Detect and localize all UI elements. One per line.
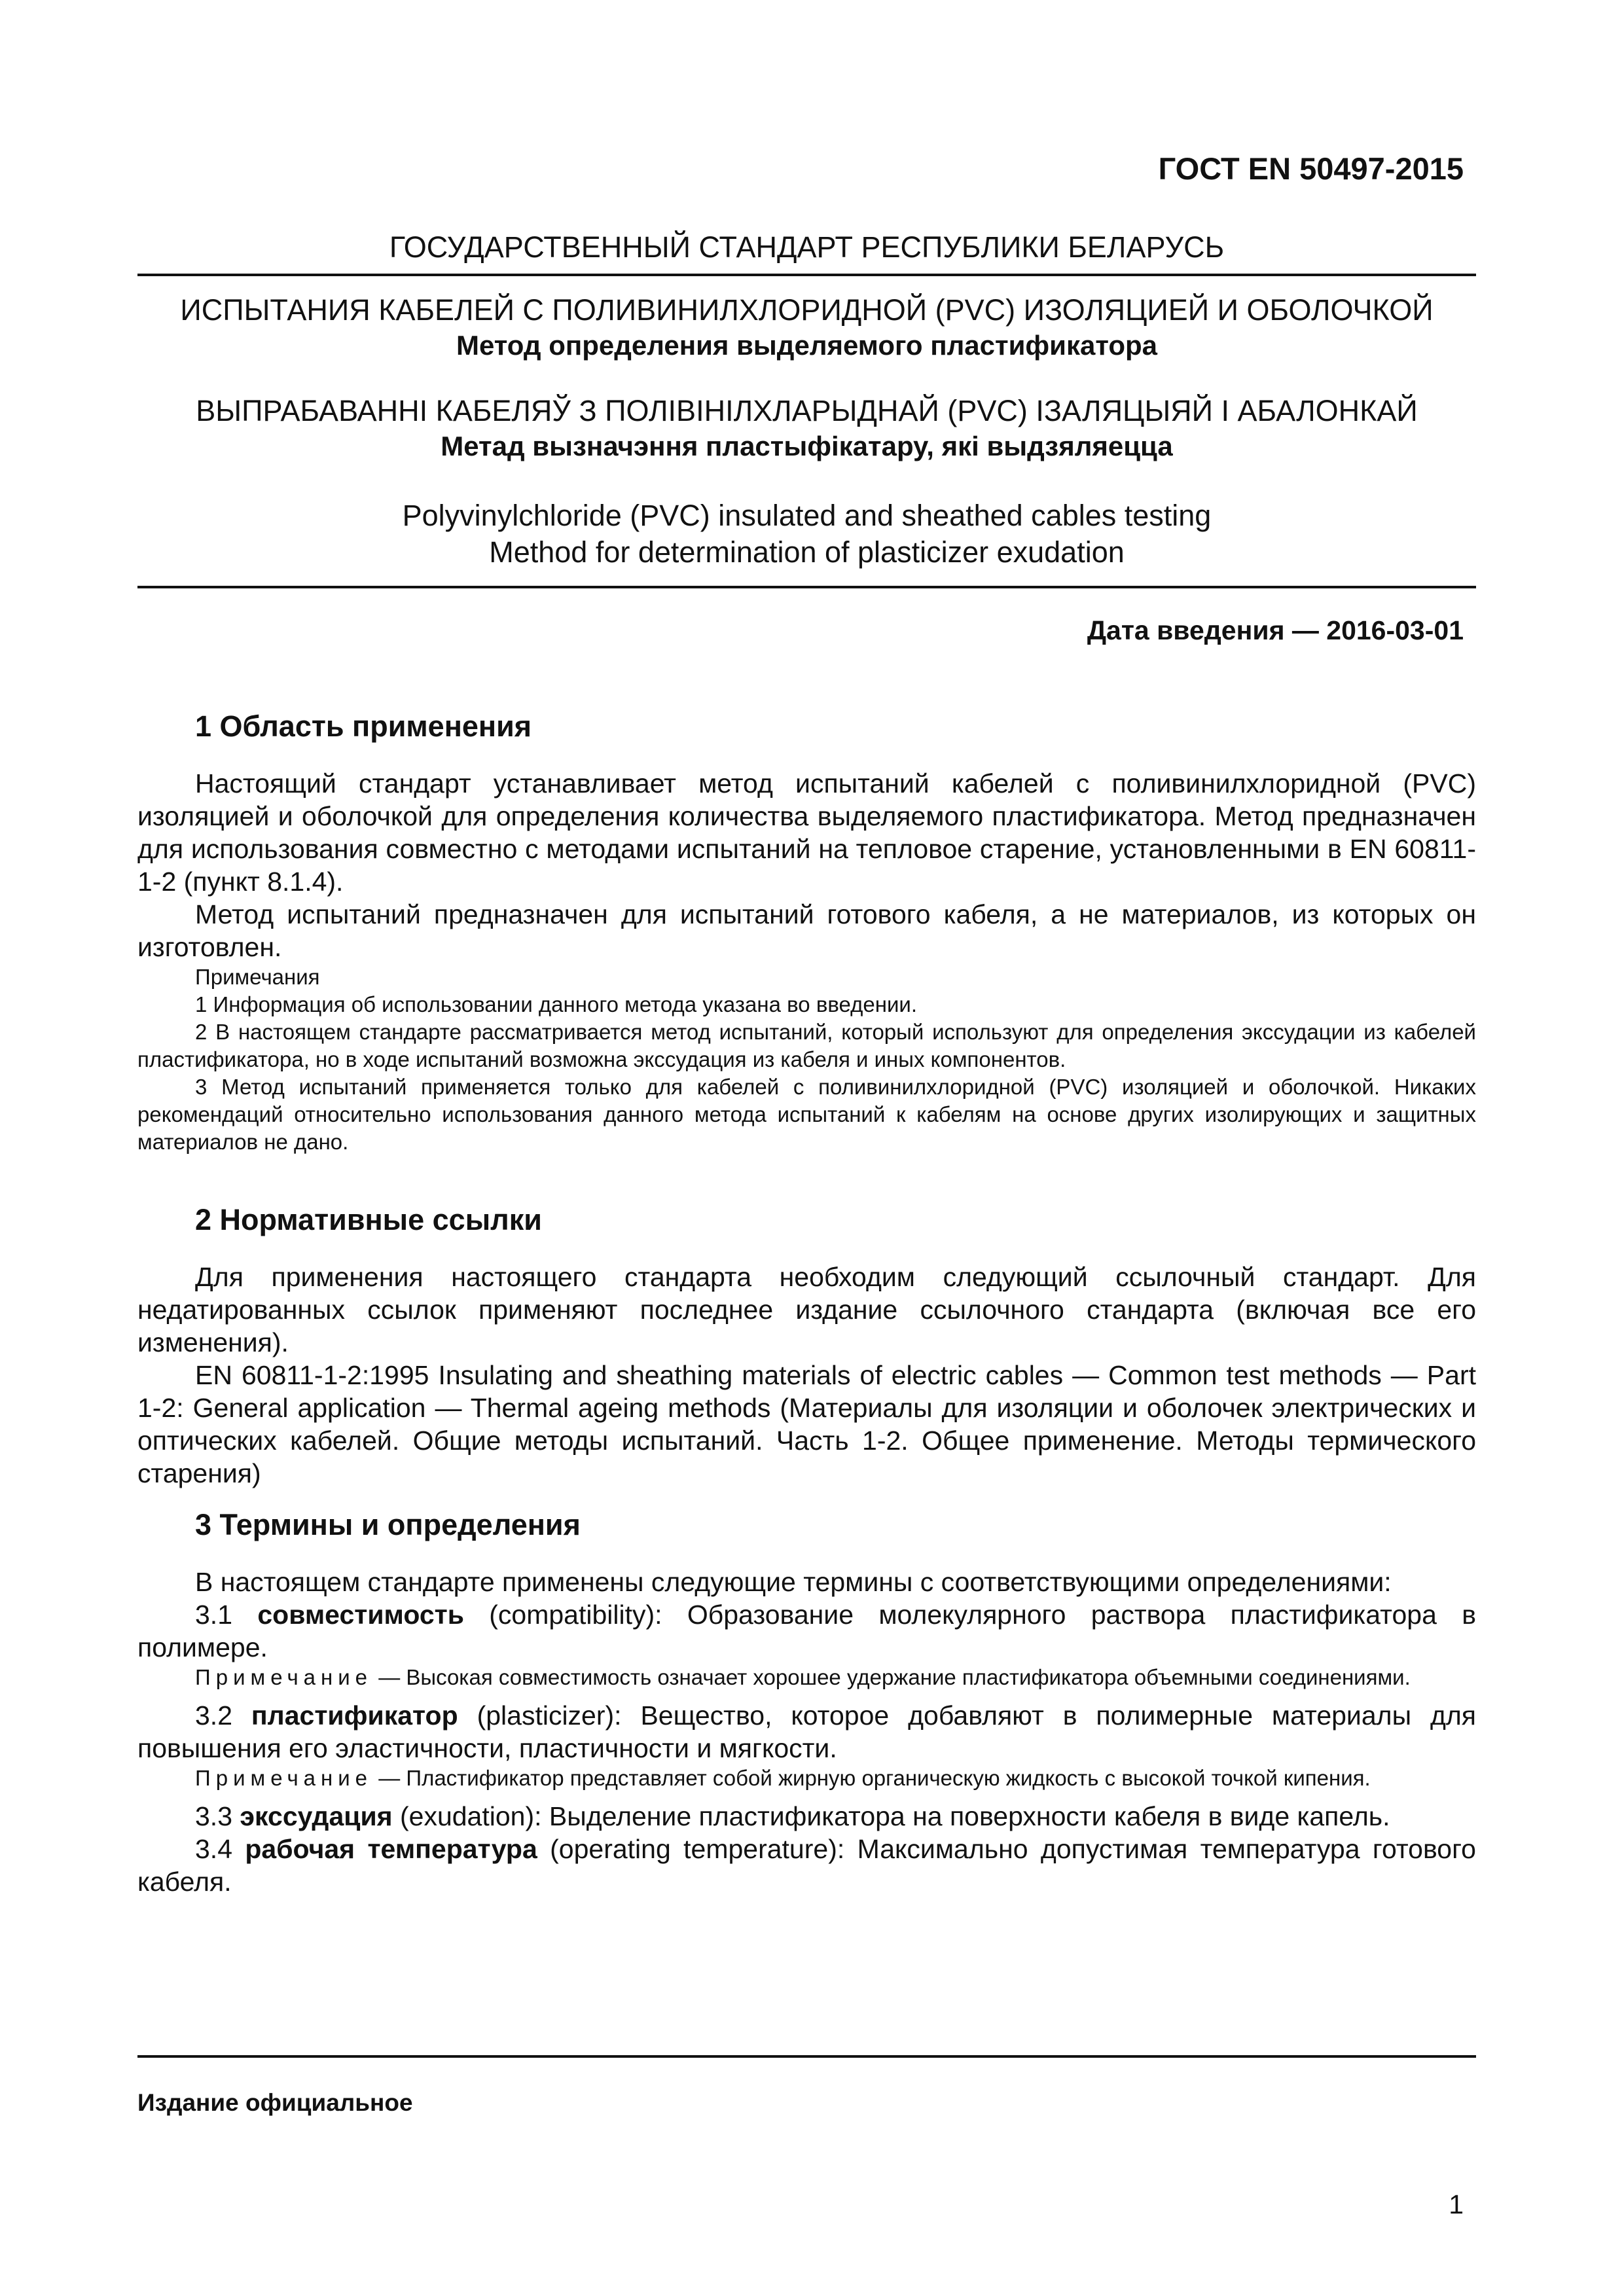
term: экссудация [240,1801,393,1831]
section-scope [137,708,1476,1156]
term-number: 3.2 [195,1700,232,1731]
term-definition [137,1833,1476,1898]
title-belarusian [137,393,1476,463]
title-belarusian-main: ВЫПРАБАВАННІ КАБЕЛЯЎ З ПОЛІВІНІЛХЛАРЫДНАЙ (PVC) ІЗАЛЯЦЫЯЙ І АБАЛОНКАЙ [196,394,1418,427]
note: 1 Информация об использовании данного метода указана во введении. [195,992,918,1016]
term-text: (compatibility): Образование молекулярного раствора пластификатора в полимере. [137,1600,1476,1662]
term-note [137,1765,1476,1792]
paragraph: В настоящем стандарте применены следующие термины с соответствующими определениями: [195,1567,1392,1597]
document-code: ГОСТ EN 50497-2015 [1158,151,1464,186]
paragraph: EN 60811-1-2:1995 Insulating and sheathing materials of electric cables — Common test methods — Part 1-2: General application — Thermal ageing methods (Материалы для изоляции и оболочек электрических и оптических кабелей. Общие методы испытаний. Часть 1-2. Общее применение. Методы термического старения) [137,1360,1476,1488]
official-edition-label: Издание официальное [137,2089,413,2116]
paragraph: Для применения настоящего стандарта необходим следующий ссылочный стандарт. Для недатированных ссылок применяют последнее издание ссылочного стандарта (включая все его изменения). [137,1262,1476,1357]
term-text: (plasticizer): Вещество, которое добавляют в полимерные материалы для повышения его эластичности, пластичности и мягкости. [137,1700,1476,1763]
term-note [137,1664,1476,1691]
title-divider [137,586,1476,588]
footer-divider [137,2055,1476,2058]
term-definition [137,1598,1476,1664]
title-russian [137,292,1476,363]
note-text: — Пластификатор представляет собой жирную органическую жидкость с высокой точкой кипения. [378,1766,1371,1790]
term: пластификатор [251,1700,458,1731]
header-divider [137,274,1476,276]
section-heading: 1 Область применения [195,709,532,743]
state-standard-title: ГОСУДАРСТВЕННЫЙ СТАНДАРТ РЕСПУБЛИКИ БЕЛАРУСЬ [389,230,1225,264]
note-text: — Высокая совместимость означает хорошее удержание пластификатора объемными соединениями. [378,1665,1411,1689]
term-text: (exudation): Выделение пластификатора на поверхности кабеля в виде капель. [399,1801,1390,1831]
note: 2 В настоящем стандарте рассматривается метод испытаний, который используют для определения экссудации из кабелей пластификатора, но в ходе испытаний возможна экссудация из кабеля и иных компонентов. [137,1020,1476,1071]
term-definition [137,1699,1476,1765]
title-english-line1: Polyvinylchloride (PVC) insulated and sheathed cables testing [402,499,1212,532]
paragraph: Настоящий стандарт устанавливает метод испытаний кабелей с поливинилхлоридной (PVC) изоляцией и оболочкой для определения количества выделяемого пластификатора. Метод предназначен для использования совместно с методами испытаний на тепловое старение, установленными в EN 60811-1-2 (пункт 8.1.4). [137,768,1476,897]
notes-heading: Примечания [195,965,320,989]
title-russian-main: ИСПЫТАНИЯ КАБЕЛЕЙ С ПОЛИВИНИЛХЛОРИДНОЙ (PVC) ИЗОЛЯЦИЕЙ И ОБОЛОЧКОЙ [180,293,1434,327]
title-english [137,497,1476,571]
term: совместимость [257,1600,464,1630]
term-number: 3.1 [195,1600,232,1630]
section-heading: 3 Термины и определения [195,1508,581,1541]
note-label: Примечание [195,1665,373,1689]
section-normative-references [137,1202,1476,1490]
term-definition [137,1800,1476,1833]
term-number: 3.4 [195,1834,232,1864]
term: рабочая температура [245,1834,537,1864]
term-number: 3.3 [195,1801,232,1831]
section-heading: 2 Нормативные ссылки [195,1203,542,1236]
term-text: (operating temperature): Максимально допустимая температура готового кабеля. [137,1834,1476,1897]
section-terms-definitions [137,1507,1476,1898]
title-russian-sub: Метод определения выделяемого пластификатора [456,330,1158,361]
paragraph: Метод испытаний предназначен для испытаний готового кабеля, а не материалов, из которых он изготовлен. [137,899,1476,962]
note: 3 Метод испытаний применяется только для кабелей с поливинилхлоридной (PVC) изоляцией и оболочкой. Никаких рекомендаций относительно использования данного метода испытаний к кабелям на основе других изолирующих и защитных материалов не дано. [137,1075,1476,1154]
note-label: Примечание [195,1766,373,1790]
title-belarusian-sub: Метад вызначэння пластыфікатару, які выдзяляецца [441,431,1173,461]
introduction-date: Дата введения — 2016-03-01 [1087,615,1464,645]
page-number: 1 [1449,2189,1464,2219]
title-english-line2: Method for determination of plasticizer exudation [489,535,1125,569]
